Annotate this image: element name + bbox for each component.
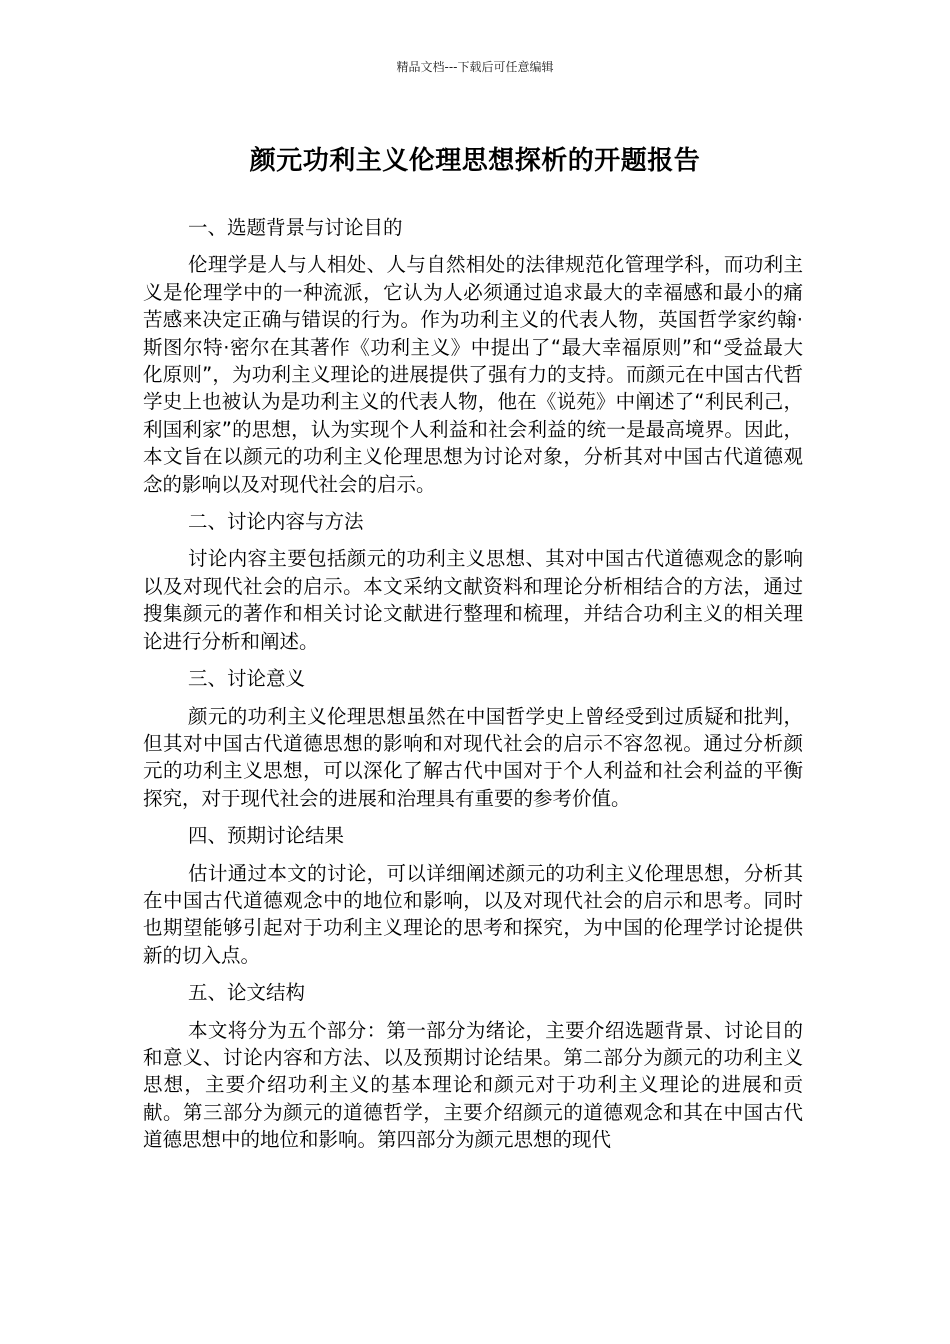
section-heading: 四、预期讨论结果 — [188, 824, 345, 848]
section-paragraph: 本文将分为五个部分：第一部分为绪论，主要介绍选题背景、讨论目的和意义、讨论内容和方法、以及预期讨论结果。第二部分为颜元的功利主义思想，主要介绍功利主义的基本理论和颜元对于功利主义理论的进展和贡献。第三部分为颜元的道德哲学，主要介绍颜元的道德观念和其在中国古代道德思想中的地位和影响。第四部分为颜元思想的现代 — [143, 1018, 803, 1152]
section-significance — [143, 665, 803, 812]
document-body — [143, 214, 803, 1164]
section-heading: 一、选题背景与讨论目的 — [188, 216, 403, 239]
section-paragraph: 估计通过本文的讨论，可以详细阐述颜元的功利主义伦理思想，分析其在中国古代道德观念中的地位和影响，以及对现代社会的启示和思考。同时也期望能够引起对于功利主义理论的思考和探究，为中国的伦理学讨论提供新的切入点。 — [143, 861, 803, 967]
section-background — [143, 214, 803, 498]
section-structure — [143, 979, 803, 1153]
section-paragraph: 讨论内容主要包括颜元的功利主义思想、其对中国古代道德观念的影响以及对现代社会的启示。本文采纳文献资料和理论分析相结合的方法，通过搜集颜元的著作和相关讨论文献进行整理和梳理，并结合功利主义的相关理论进行分析和阐述。 — [143, 547, 803, 653]
section-content-method — [143, 508, 803, 655]
section-expected-results — [143, 822, 803, 969]
section-paragraph: 颜元的功利主义伦理思想虽然在中国哲学史上曾经受到过质疑和批判，但其对中国古代道德思想的影响和对现代社会的启示不容忽视。通过分析颜元的功利主义思想，可以深化了解古代中国对于个人利益和社会利益的平衡探究，对于现代社会的进展和治理具有重要的参考价值。 — [143, 704, 803, 810]
section-heading: 五、论文结构 — [188, 981, 306, 1005]
section-paragraph: 伦理学是人与人相处、人与自然相处的法律规范化管理学科，而功利主义是伦理学中的一种流派，它认为人必须通过追求最大的幸福感和最小的痛苦感来决定正确与错误的行为。作为功利主义的代表人物，英国哲学家约翰·斯图尔特·密尔在其著作《功利主义》中提出了“最大幸福原则”和“受益最大化原则”，为功利主义理论的进展提供了强有力的支持。而颜元在中国古代哲学史上也被认为是功利主义的代表人物，他在《说苑》中阐述了“利民利己，利国利家”的思想，认为实现个人利益和社会利益的统一是最高境界。因此，本文旨在以颜元的功利主义伦理思想为讨论对象，分析其对中国古代道德观念的影响以及对现代社会的启示。 — [143, 253, 803, 496]
document-title: 颜元功利主义伦理思想探析的开题报告 — [249, 146, 701, 176]
page-header: 精品文档---下载后可任意编辑 — [396, 60, 554, 74]
section-heading: 三、讨论意义 — [188, 667, 306, 691]
section-heading: 二、讨论内容与方法 — [188, 510, 364, 534]
